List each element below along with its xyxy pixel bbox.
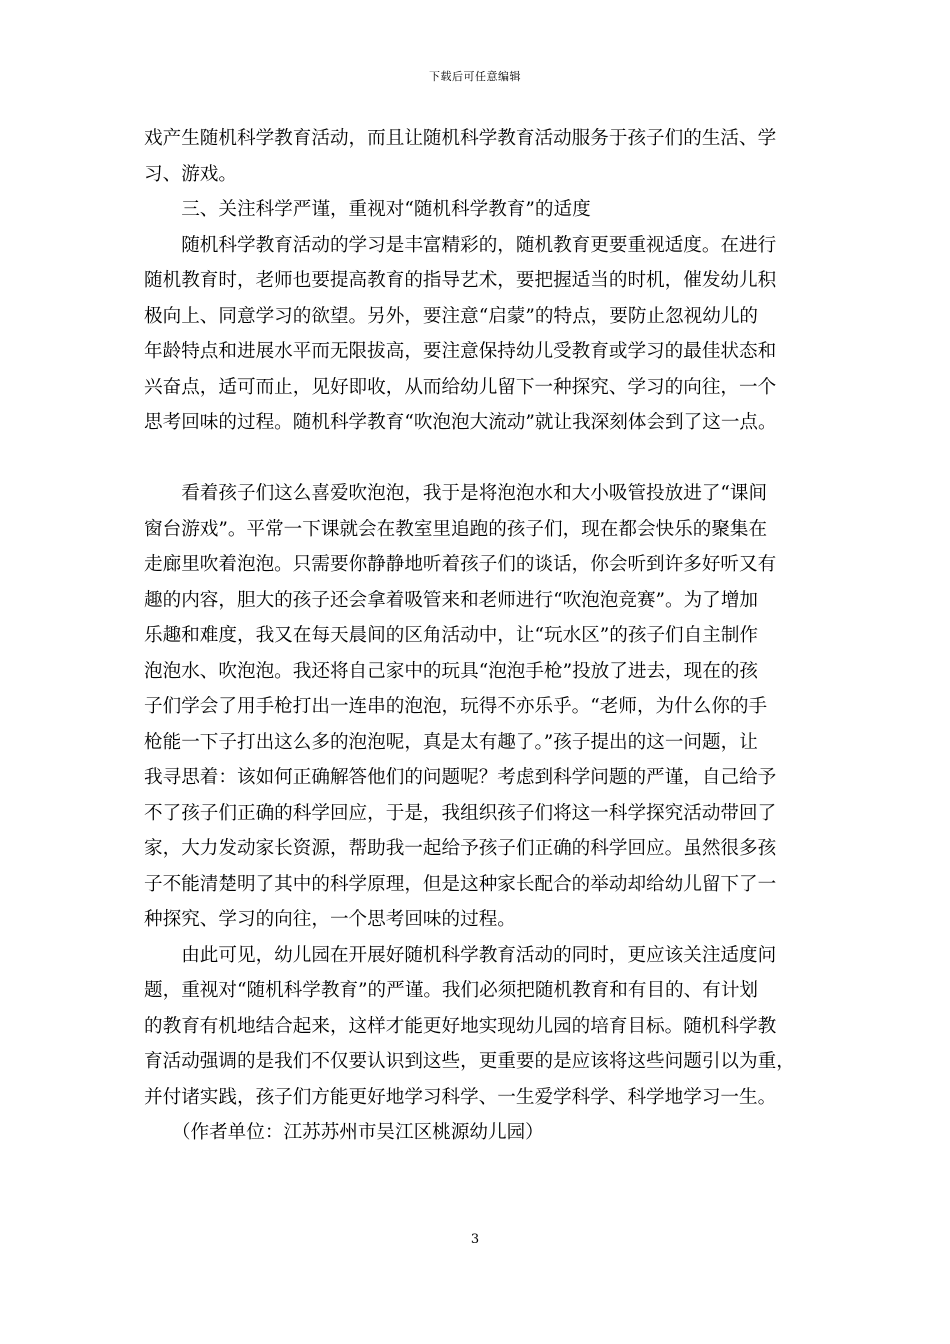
body-line: 题，重视对“随机科学教育”的严谨。我们必须把随机教育和有目的、有计划 xyxy=(144,980,759,1001)
body-line: 子不能清楚明了其中的科学原理，但是这种家长配合的举动却给幼儿留下了一 xyxy=(144,873,777,895)
body-line: 窗台游戏”。平常一下课就会在教室里追跑的孩子们，现在都会快乐的聚集在 xyxy=(144,518,768,540)
body-line: 枪能一下子打出这么多的泡泡呢，真是太有趣了。”孩子提出的这一问题，让 xyxy=(144,731,758,753)
body-line: 习、游戏。 xyxy=(144,163,237,185)
blank-line xyxy=(144,441,810,477)
body-line: 随机科学教育活动的学习是丰富精彩的，随机教育更要重视适度。在进行 xyxy=(144,234,777,256)
body-line: 走廊里吹着泡泡。只需要你静静地听着孩子们的谈话，你会听到许多好听又有 xyxy=(144,554,777,575)
body-line: 泡泡水、吹泡泡。我还将自己家中的玩具“泡泡手枪”投放了进去，现在的孩 xyxy=(144,660,759,682)
body-line: 种探究、学习的向往，一个思考回味的过程。 xyxy=(144,909,516,930)
body-line: 育活动强调的是我们不仅要认识到这些，更重要的是应该将这些问题引以为重， xyxy=(144,1051,795,1072)
page-header: 下载后可任意编辑 xyxy=(429,70,521,83)
body-line: 极向上、同意学习的欲望。另外，要注意“启蒙”的特点，要防止忽视幼儿的 xyxy=(144,305,759,327)
section-heading: 三、关注科学严谨，重视对“随机科学教育”的适度 xyxy=(144,199,591,220)
document-body xyxy=(144,121,810,1151)
body-line: 不了孩子们正确的科学回应，于是，我组织孩子们将这一科学探究活动带回了 xyxy=(144,802,777,824)
body-line: 子们学会了用手枪打出一连串的泡泡，玩得不亦乐乎。“老师，为什么你的手 xyxy=(144,696,768,717)
body-line: 的教育有机地结合起来，这样才能更好地实现幼儿园的培育目标。随机科学教 xyxy=(144,1015,777,1037)
page-number: 3 xyxy=(470,1232,480,1247)
body-line: 年龄特点和进展水平而无限拔高，要注意保持幼儿受教育或学习的最佳状态和 xyxy=(144,341,777,362)
body-line: 乐趣和难度，我又在每天晨间的区角活动中，让“玩水区”的孩子们自主制作 xyxy=(144,625,759,646)
body-line: 思考回味的过程。随机科学教育“吹泡泡大流动”就让我深刻体会到了这一点。 xyxy=(144,412,777,433)
body-line: 由此可见，幼儿园在开展好随机科学教育活动的同时，更应该关注适度问 xyxy=(144,944,777,966)
body-line: 看着孩子们这么喜爱吹泡泡，我于是将泡泡水和大小吸管投放进了“课间 xyxy=(144,483,768,504)
body-line: 随机教育时，老师也要提高教育的指导艺术，要把握适当的时机，催发幼儿积 xyxy=(144,270,777,291)
body-line: 趣的内容，胆大的孩子还会拿着吸管来和老师进行“吹泡泡竞赛”。为了增加 xyxy=(144,589,759,611)
body-line: 家，大力发动家长资源，帮助我一起给予孩子们正确的科学回应。虽然很多孩 xyxy=(144,838,777,859)
body-line: 兴奋点，适可而止，见好即收，从而给幼儿留下一种探究、学习的向往，一个 xyxy=(144,376,777,398)
body-line: 戏产生随机科学教育活动，而且让随机科学教育活动服务于孩子们的生活、学 xyxy=(144,128,777,149)
author-affiliation: （作者单位：江苏苏州市吴江区桃源幼儿园） xyxy=(144,1122,544,1143)
body-line: 我寻思着：该如何正确解答他们的问题呢？考虑到科学问题的严谨，自己给予 xyxy=(144,767,777,788)
body-line: 并付诸实践，孩子们方能更好地学习科学、一生爱学科学、科学地学习一生。 xyxy=(144,1086,777,1108)
